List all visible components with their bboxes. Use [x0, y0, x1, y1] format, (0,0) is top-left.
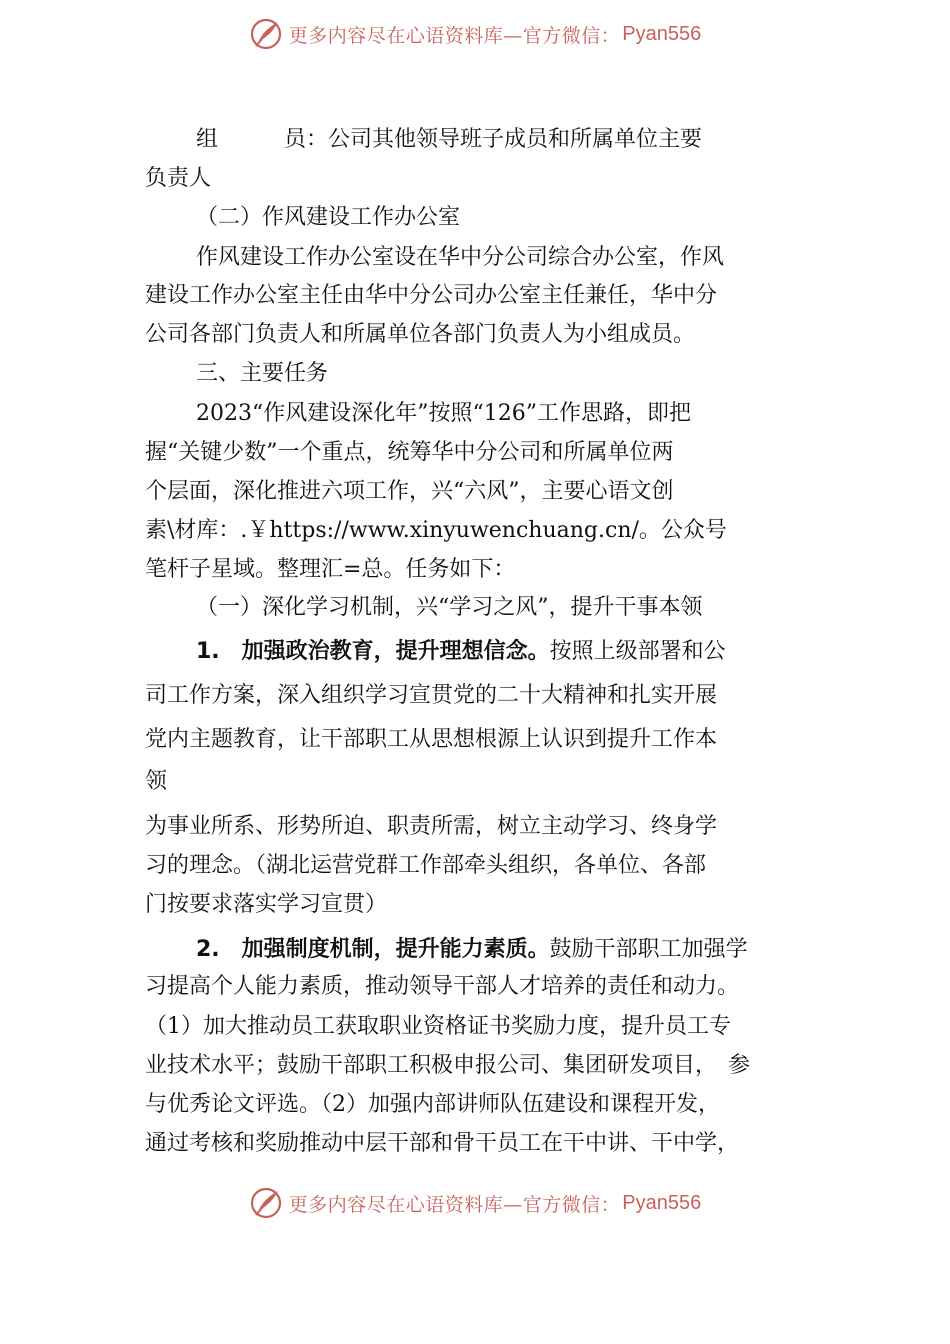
item-1-first-line — [196, 638, 726, 666]
text-line: 负责人 — [145, 166, 212, 191]
text-line: 建设工作办公室主任由华中分公司办公室主任兼任，华中分 — [145, 283, 718, 308]
text-line: 门按要求落实学习宣贯） — [145, 892, 388, 917]
text-line: 通过考核和奖励推动中层干部和骨干员工在干中讲、干中学， — [145, 1131, 740, 1156]
text-line: 个层面，深化推进六项工作，兴“六风”，主要心语文创 — [145, 479, 674, 504]
text-line: 素\材库：.￥https://www.xinyuwenchuang.cn/。公众号 — [145, 518, 727, 543]
text-line: 与优秀论文评选。（2）加强内部讲师队伍建设和课程开发， — [145, 1092, 720, 1117]
item-2-first-text: 鼓励干部职工加强学 — [549, 937, 748, 962]
text-line: 司工作方案，深入组织学习宣贯党的二十大精神和扎实开展 — [145, 683, 718, 708]
watermark-text: 更多内容尽在心语资料库—官方微信： — [288, 1193, 621, 1216]
item-1-heading: 1. 加强政治教育，提升理想信念。 — [196, 639, 550, 664]
text-line: 作风建设工作办公室设在华中分公司综合办公室，作风 — [196, 245, 725, 270]
watermark-footer — [0, 1183, 950, 1223]
subsection-heading: （一）深化学习机制，兴“学习之风”，提升干事本领 — [196, 595, 703, 620]
section-heading: （二）作风建设工作办公室 — [196, 205, 461, 230]
feather-logo-icon — [249, 17, 283, 51]
text-line: 公司各部门负责人和所属单位各部门负责人为小组成员。 — [145, 322, 696, 347]
section-heading: 三、主要任务 — [196, 361, 329, 386]
item-2-heading: 2. 加强制度机制，提升能力素质。 — [196, 937, 550, 962]
watermark-account: Pyan556 — [622, 1191, 702, 1214]
text-line: 为事业所系、形势所迫、职责所需，树立主动学习、终身学 — [145, 814, 718, 839]
watermark-header — [0, 14, 950, 54]
item-2-first-line — [196, 936, 748, 964]
watermark-account: Pyan556 — [622, 22, 702, 45]
text-line: 笔杆子星域。整理汇=总。任务如下： — [145, 557, 516, 582]
text-line: 习提高个人能力素质，推动领导干部人才培养的责任和动力。 — [145, 974, 740, 999]
text-line: （1）加大推动员工获取职业资格证书奖励力度，提升员工专 — [145, 1014, 731, 1039]
text-line: 2023“作风建设深化年”按照“126”工作思路，即把 — [196, 401, 691, 426]
text-line: 组 员：公司其他领导班子成员和所属单位主要 — [196, 127, 703, 152]
text-line: 领 — [145, 769, 168, 794]
text-line: 握“关键少数”一个重点，统筹华中分公司和所属单位两 — [145, 440, 674, 465]
watermark-text: 更多内容尽在心语资料库—官方微信： — [288, 24, 621, 47]
feather-logo-icon — [249, 1186, 283, 1220]
item-1-first-text: 按照上级部署和公 — [549, 639, 726, 664]
text-line: 习的理念。（湖北运营党群工作部牵头组织，各单位、各部 — [145, 853, 707, 878]
text-line: 党内主题教育，让干部职工从思想根源上认识到提升工作本 — [145, 727, 718, 752]
text-line: 业技术水平；鼓励干部职工积极申报公司、集团研发项目， 参 — [145, 1053, 751, 1078]
